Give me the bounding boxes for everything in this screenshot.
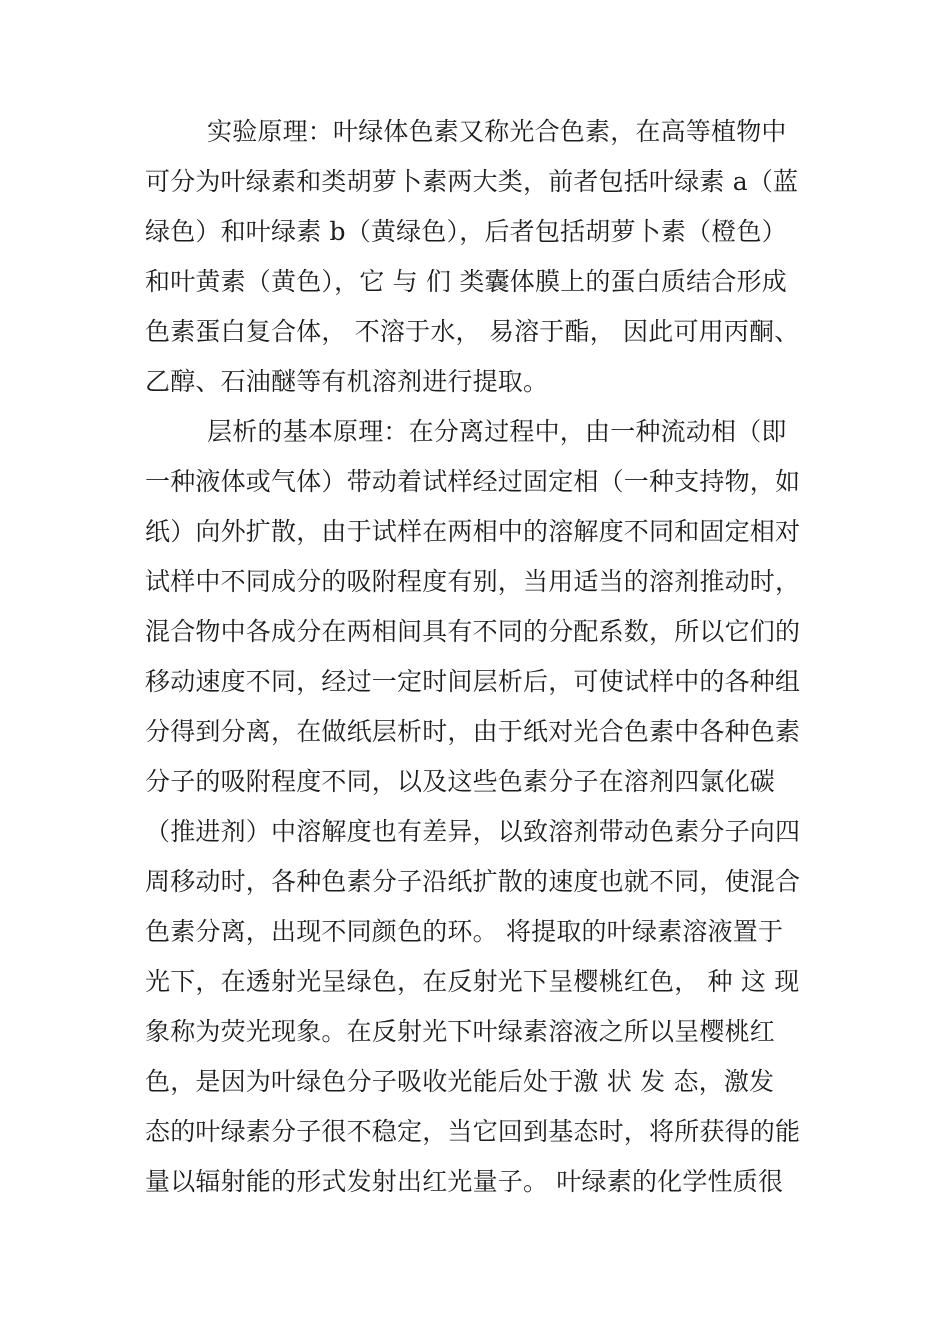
paragraph-1-line-2: 可分为叶绿素和类胡萝卜素两大类，前者包括叶绿素 a（蓝 (145, 167, 799, 196)
paragraph-2-line-4: 试样中不同成分的吸附程度有别，当用适当的溶剂推动时， (145, 567, 801, 596)
paragraph-2-line-1: 层析的基本原理：在分离过程中，由一种流动相（即 (207, 417, 787, 446)
paragraph-2-line-15: 态的叶绿素分子很不稳定，当它回到基态时，将所获得的能 (145, 1117, 801, 1146)
paragraph-1-line-6: 乙醇、石油醚等有机溶剂进行提取。 (145, 367, 549, 396)
paragraph-2-line-14: 色，是因为叶绿色分子吸收光能后处于激 状 发 态，激发 (145, 1067, 775, 1096)
paragraph-2-line-12: 光下，在透射光呈绿色，在反射光下呈樱桃红色， 种 这 现 (145, 967, 800, 996)
paragraph-2-line-3: 纸）向外扩散，由于试样在两相中的溶解度不同和固定相对 (145, 517, 801, 546)
paragraph-2-line-6: 移动速度不同，经过一定时间层析后，可使试样中的各种组 (145, 667, 801, 696)
paragraph-1-line-5: 色素蛋白复合体， 不溶于水， 易溶于酯， 因此可用丙酮、 (145, 317, 800, 346)
paragraph-2-line-2: 一种液体或气体）带动着试样经过固定相（一种支持物，如 (145, 467, 801, 496)
paragraph-2-line-5: 混合物中各成分在两相间具有不同的分配系数，所以它们的 (145, 617, 801, 646)
paragraph-2-line-13: 象称为荧光现象。在反射光下叶绿素溶液之所以呈樱桃红 (145, 1017, 776, 1046)
paragraph-2-line-8: 分子的吸附程度不同，以及这些色素分子在溶剂四氯化碳 (145, 767, 776, 796)
paragraph-1-line-4: 和叶黄素（黄色），它 与 们 类囊体膜上的蛋白质结合形成 (145, 267, 787, 296)
paragraph-2-line-9: （推进剂）中溶解度也有差异，以致溶剂带动色素分子向四 (145, 817, 801, 846)
paragraph-2-line-10: 周移动时，各种色素分子沿纸扩散的速度也就不同，使混合 (145, 867, 801, 896)
paragraph-2-line-16: 量以辐射能的形式发射出红光量子。 叶绿素的化学性质很 (145, 1167, 784, 1196)
paragraph-1-line-1: 实验原理：叶绿体色素又称光合色素，在高等植物中 (207, 117, 787, 146)
paragraph-2-line-7: 分得到分离，在做纸层析时，由于纸对光合色素中各种色素 (145, 717, 801, 746)
paragraph-1-line-3: 绿色）和叶绿素 b（黄绿色），后者包括胡萝卜素（橙色） (145, 217, 787, 246)
paragraph-2-line-11: 色素分离，出现不同颜色的环。 将提取的叶绿素溶液置于 (145, 917, 784, 946)
